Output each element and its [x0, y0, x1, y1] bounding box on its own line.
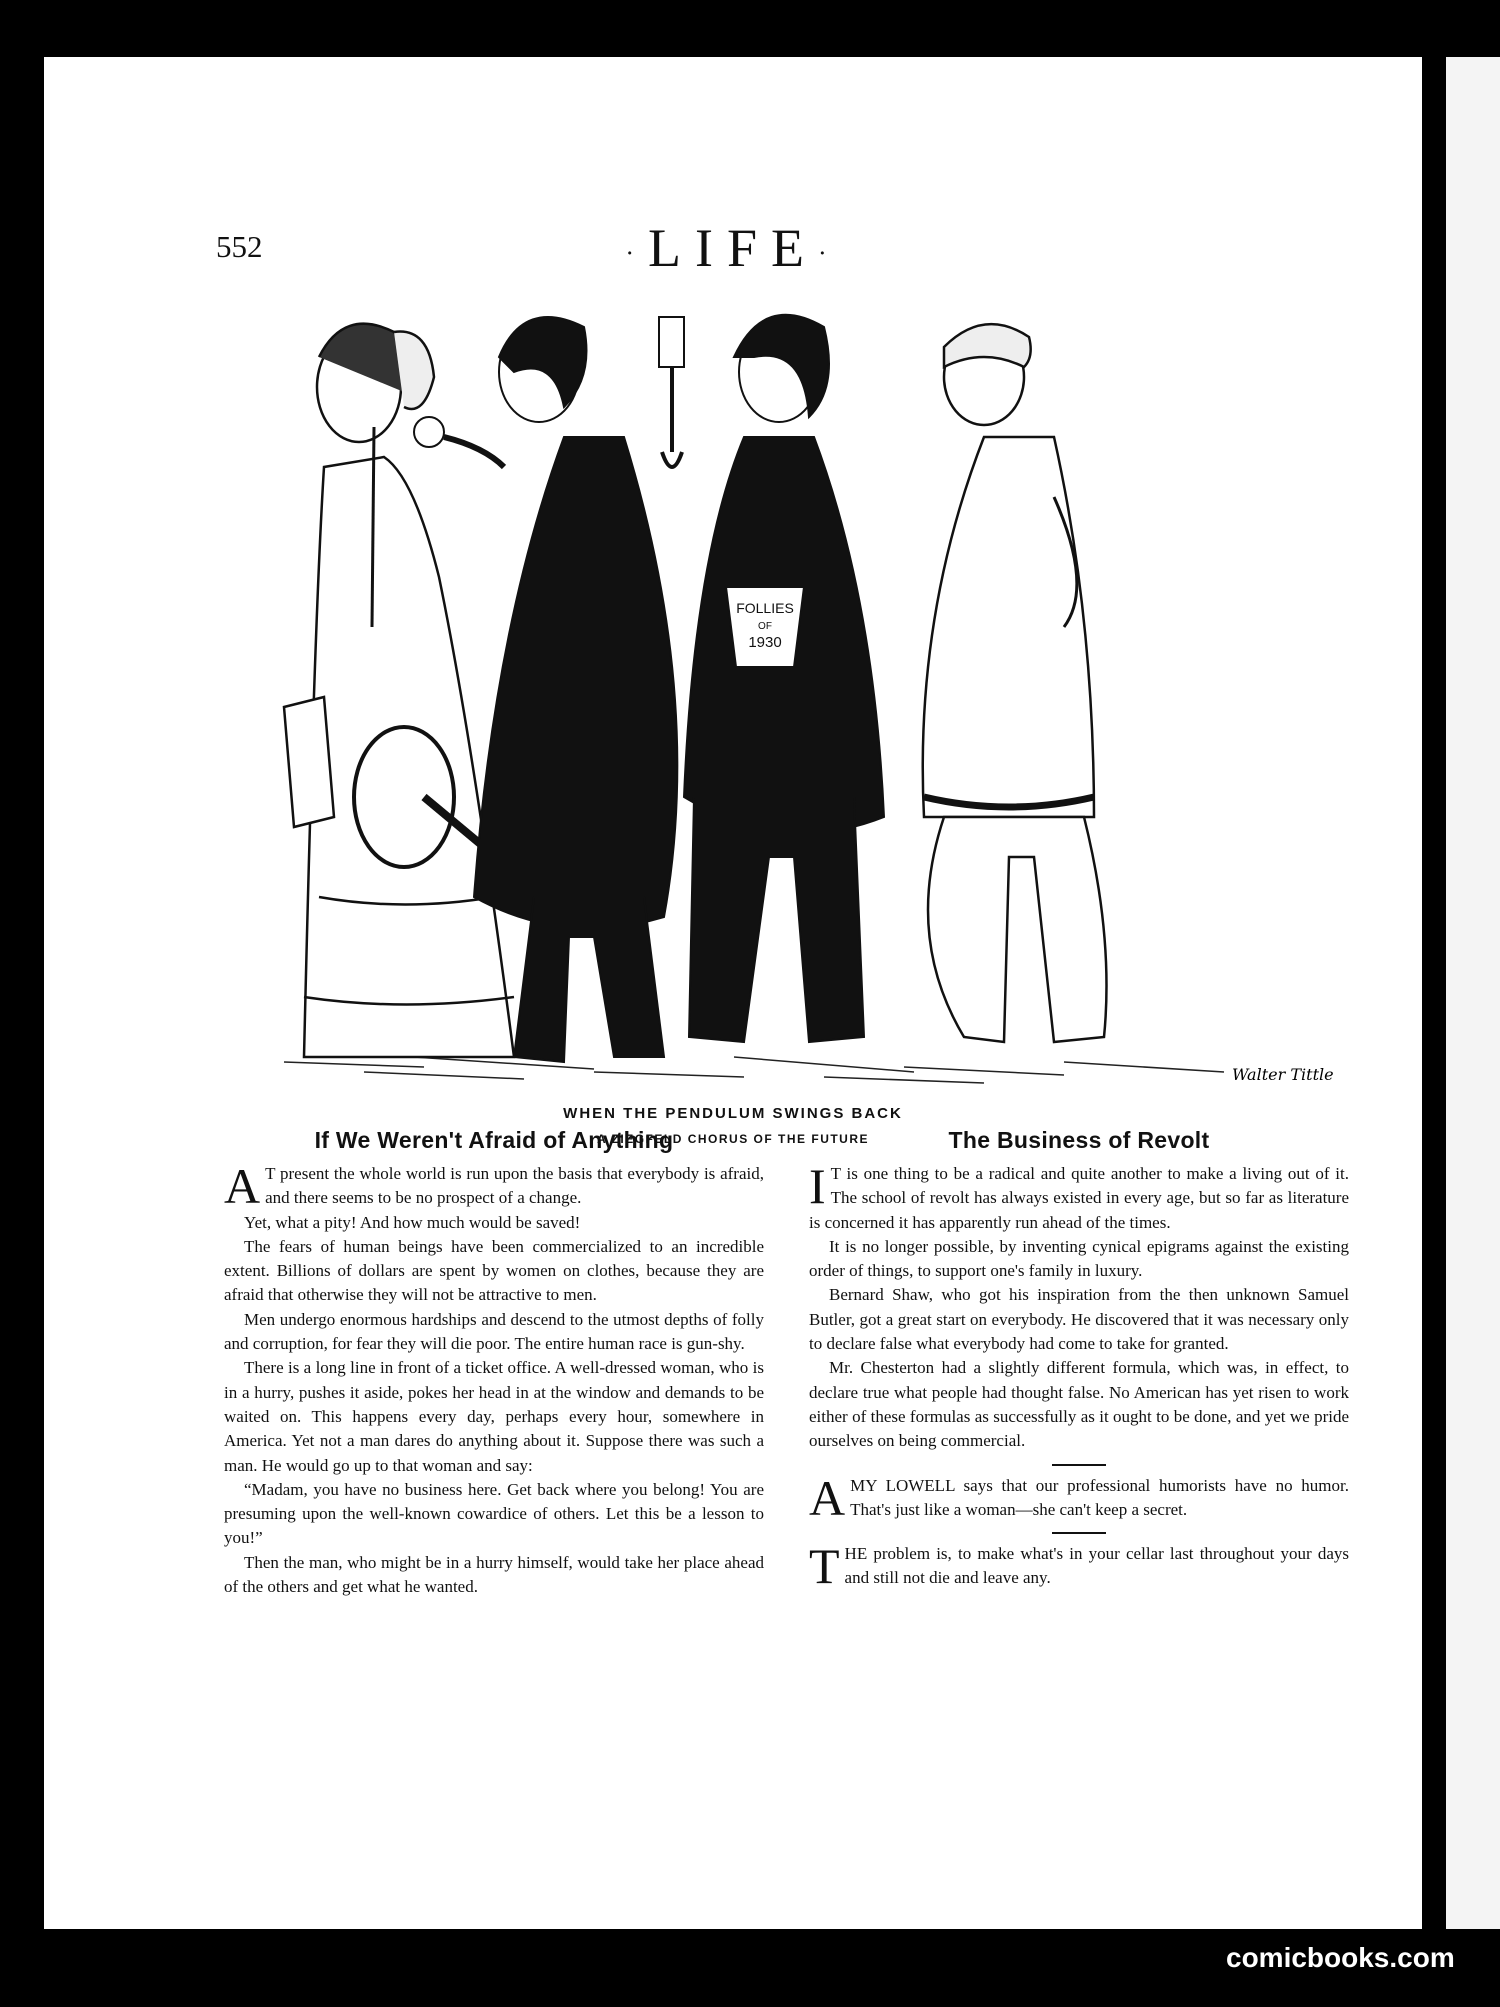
- watermark: comicbooks.com: [1226, 1942, 1455, 1973]
- left-article-paragraph: There is a long line in front of a ticket office. A well-dressed woman, who is in a hurry, pushes it aside, pokes her head in at the window and demands to be waited on. This happens every day, perhaps every hour, somewhere in America. Yet not a man dares do anything about it. Suppose there was such a man. He would go up to that woman and say:: [224, 1358, 764, 1475]
- svg-text:1930: 1930: [748, 634, 782, 651]
- ground-shadow: [284, 1057, 1224, 1083]
- dropcap: A: [224, 1158, 261, 1214]
- figure-white-bloomers: [923, 324, 1107, 1042]
- masthead: [44, 217, 1422, 279]
- left-article-paragraph: Yet, what a pity! And how much would be saved!: [244, 1212, 581, 1232]
- masthead-dot-left: ·: [625, 238, 648, 268]
- caption-title: WHEN THE PENDULUM SWINGS BACK: [563, 1105, 903, 1122]
- cartoon-illustration: [264, 297, 1344, 1117]
- artist-signature: Walter Tittle: [1232, 1065, 1334, 1084]
- svg-text:FOLLIES: FOLLIES: [736, 600, 794, 616]
- caption-subtitle: A ZIEGFELD CHORUS OF THE FUTURE: [596, 1132, 870, 1146]
- left-article-paragraph: The fears of human beings have been commercialized to an incredible extent. Billions of dollars are spent by women on clothes, because they are afraid that otherwise they will not be attractive to men.: [224, 1236, 764, 1305]
- masthead-title: LIFE: [648, 218, 818, 278]
- svg-text:OF: OF: [758, 621, 772, 632]
- masthead-dot-right: ·: [818, 238, 841, 268]
- dropcap: A: [809, 1469, 846, 1526]
- left-article-paragraph: A T present the whole world is run upon the basis that everybody is afraid, and there seems to be no prospect of a change.: [224, 1158, 764, 1214]
- humor-item-lowell: AMY LOWELL says that our professional humorists have no humor. That's just like a woman—she can't keep a secret.: [809, 1469, 1349, 1526]
- dropcap: T: [809, 1538, 840, 1595]
- right-article: [809, 1124, 1349, 1595]
- right-article-paragraph: Bernard Shaw, who got his inspiration from the then unknown Samuel Butler, got a great start on everybody. He discovered that it was necessary only to declare false what everybody had come to take for granted.: [809, 1285, 1349, 1354]
- left-article-paragraph: Men undergo enormous hardships and descend to the utmost depths of folly and corruption, for fear they will die poor. The entire human race is gun-shy.: [224, 1309, 764, 1354]
- section-divider: [1052, 1532, 1106, 1534]
- right-article-paragraph: I T is one thing to be a radical and quite another to make a living out of it. The school of revolt has always existed in every age, but so far as literature is concerned it has apparently run ahead of the times.: [809, 1158, 1349, 1232]
- magazine-page: [44, 57, 1422, 1929]
- dropcap: I: [809, 1158, 826, 1214]
- figure-long-dress: [284, 324, 514, 1057]
- page-number: 552: [216, 229, 263, 264]
- right-article-title: The Business of Revolt: [948, 1127, 1210, 1153]
- left-article-paragraph: “Madam, you have no business here. Get back where you belong! You are presuming upon the well-known cowardice of others. Let this be a lesson to you!”: [224, 1479, 764, 1548]
- section-divider: [1052, 1464, 1106, 1466]
- left-article-title: If We Weren't Afraid of Anything: [314, 1127, 674, 1153]
- left-article: [224, 1124, 764, 1599]
- humor-item-cellar: THE problem is, to make what's in your cellar last throughout your days and still not die and leave any.: [809, 1538, 1349, 1595]
- right-article-paragraph: Mr. Chesterton had a slightly different formula, which was, in effect, to declare true what people had thought false. No American has yet risen to work either of these formulas as successfully as it ought to be done, and yet we pride ourselves on being commercial.: [809, 1358, 1349, 1451]
- right-article-paragraph: It is no longer possible, by inventing cynical epigrams against the existing order of things, to support one's family in luxury.: [809, 1236, 1349, 1281]
- left-article-paragraph: Then the man, who might be in a hurry himself, would take her place ahead of the others and get what he wanted.: [224, 1552, 764, 1597]
- next-page-edge: [1446, 57, 1500, 1929]
- figure-shovel-bucket: [659, 315, 884, 1042]
